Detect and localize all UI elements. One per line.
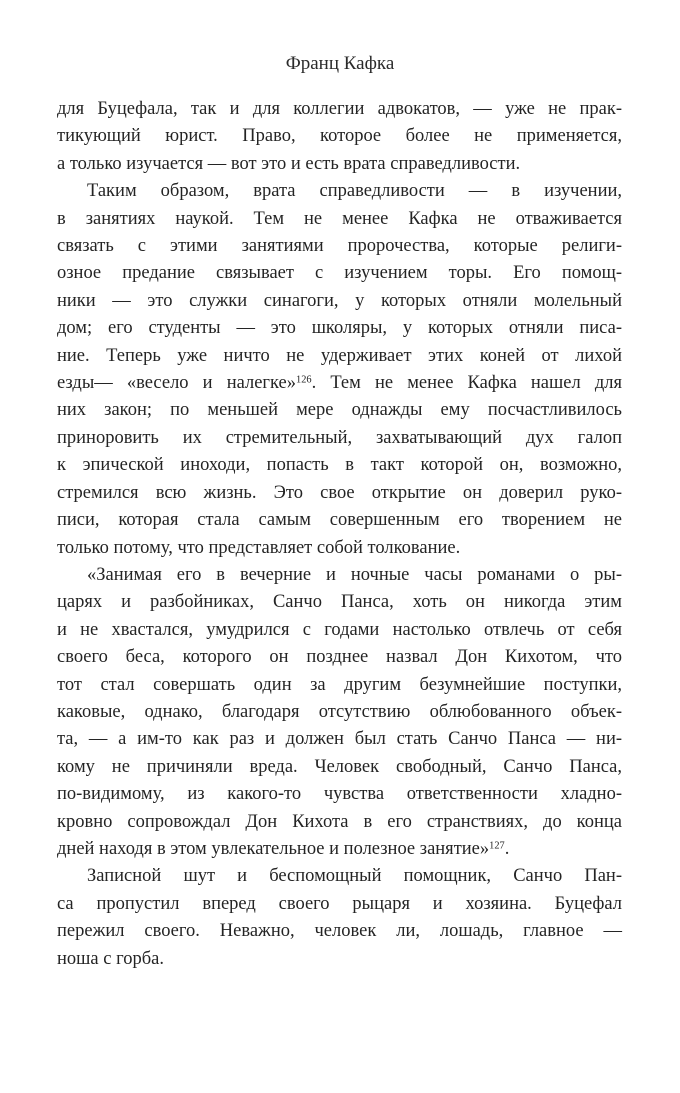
text-line: а только изучается — вот это и есть врата справедливости. xyxy=(57,153,521,174)
text-line: Таким образом, врата справедливости — в изучении, xyxy=(87,181,622,202)
text-line: озное предание связывает с изучением торы. Его помощ- xyxy=(57,263,622,284)
text-line: пережил своего. Неважно, человек ли, лошадь, главное — xyxy=(57,921,622,942)
text-line: связать с этими занятиями пророчества, которые религи- xyxy=(57,236,622,257)
body-text xyxy=(57,96,622,973)
text-line: кому не причиняли вреда. Человек свободный, Санчо Панса, xyxy=(57,756,622,777)
text-line: своего беса, которого он позднее назвал Дон Кихотом, что xyxy=(57,647,622,668)
text-line: каковые, однако, благодаря отсутствию облюбованного объек- xyxy=(57,701,622,722)
paragraph xyxy=(57,178,622,562)
paragraph xyxy=(57,863,622,973)
text-line: приноровить их стремительный, захватывающий дух галоп xyxy=(57,427,622,448)
text-line: стремился всю жизнь. Это свое открытие он доверил руко- xyxy=(57,482,622,503)
text-line: для Буцефала, так и для коллегии адвокатов, — уже не прак- xyxy=(57,99,622,119)
text-line: только потому, что представляет собой толкование. xyxy=(57,537,461,558)
text-line: ноша с горба. xyxy=(57,948,164,969)
text-line: та, — а им-то как раз и должен был стать Санчо Панса — ни- xyxy=(57,729,622,750)
paragraph xyxy=(57,96,622,178)
text-line: ники — это служки синагоги, у которых отняли молельный xyxy=(57,290,622,311)
footnote-ref: 126 xyxy=(296,374,312,386)
text-line: дней находя в этом увлекательное и полезное занятие»$^{127}$. xyxy=(57,838,510,859)
text-line: царях и разбойниках, Санчо Панса, хоть он никогда этим xyxy=(57,592,622,613)
text-line: кровно сопровождал Дон Кихота в его странствиях, до конца xyxy=(57,811,622,832)
text-line: са пропустил вперед своего рыцаря и хозяина. Буцефал xyxy=(57,893,622,914)
text-line: «Занимая его в вечерние и ночные часы романами о ры- xyxy=(87,564,622,585)
text-line: писи, которая стала самым совершенным его творением не xyxy=(57,510,622,531)
text-line: них закон; по меньшей мере однажды ему посчастливилось xyxy=(57,400,622,421)
text-line: тот стал совершать один за другим безумнейшие поступки, xyxy=(57,674,622,695)
text-line: езды— «весело и налегке»$^{126}$. Тем не менее Кафка нашел для xyxy=(57,373,622,394)
footnote-ref: 127 xyxy=(489,840,505,852)
text-line: к эпической иноходи, попасть в такт которой он, возможно, xyxy=(57,455,622,476)
text-line: Записной шут и беспомощный помощник, Санчо Пан- xyxy=(87,866,622,887)
running-head: Франц Кафка xyxy=(285,53,395,74)
text-line: дом; его студенты — это школяры, у которых отняли писа- xyxy=(57,318,622,339)
text-line: ние. Теперь уже ничто не удерживает этих коней от лихой xyxy=(57,345,622,366)
text-line: и не хвастался, умудрился с годами настолько отвлечь от себя xyxy=(57,619,622,640)
paragraph xyxy=(57,562,622,863)
text-line: в занятиях наукой. Тем не менее Кафка не отваживается xyxy=(57,208,622,229)
text-line: тикующий юрист. Право, которое более не применяется, xyxy=(57,126,622,147)
text-line: по-видимому, из какого-то чувства ответственности хладно- xyxy=(57,784,622,805)
